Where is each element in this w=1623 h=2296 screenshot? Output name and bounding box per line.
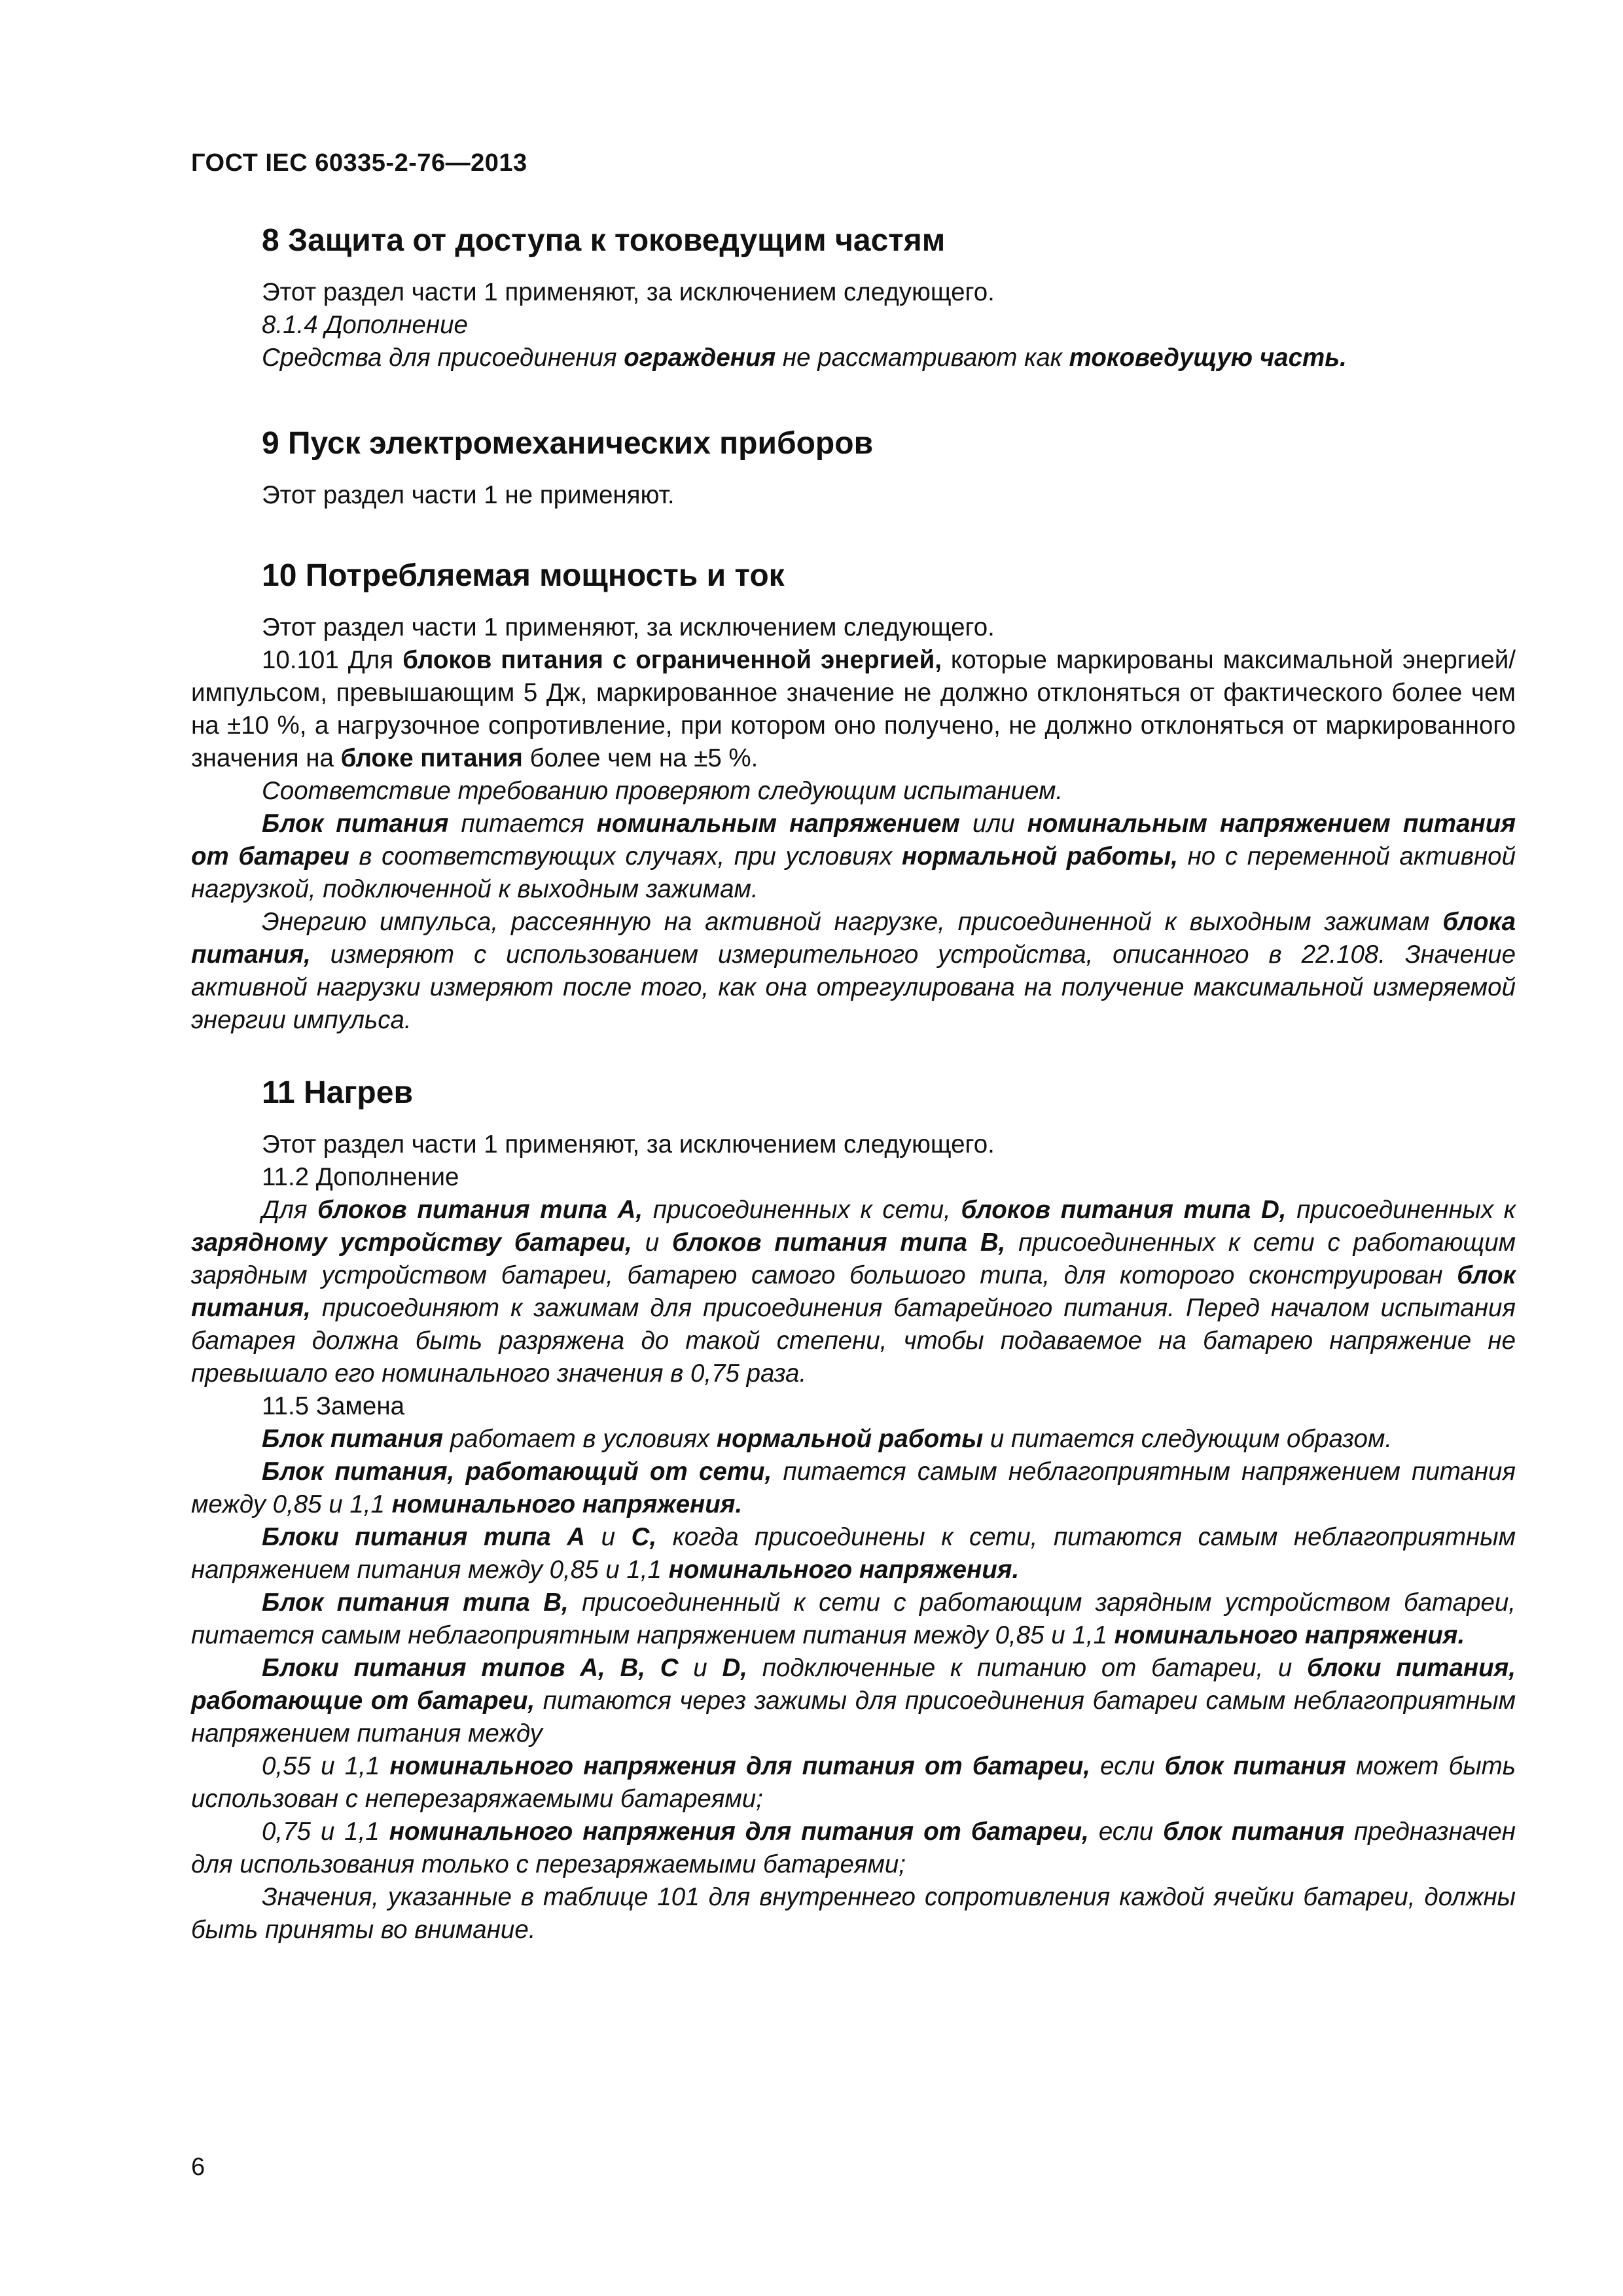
section-10-title: 10 Потребляемая мощность и ток xyxy=(262,558,785,593)
section-8 xyxy=(191,221,1516,374)
section-8-title: 8 Защита от доступа к токоведущим частям xyxy=(262,223,946,258)
section-9-title: 9 Пуск электромеханических приборов xyxy=(262,426,874,461)
clause-11-5-text-6: 0,55 и 1,1 номинального напряжения для питания от батареи, если блок питания может быть использован с неперезаряжаемыми батареями; xyxy=(191,1752,1516,1813)
clause-11-5-text-7: 0,75 и 1,1 номинального напряжения для питания от батареи, если блок питания предназначен для использования только с перезаряжаемыми батареями; xyxy=(191,1818,1516,1878)
section-8-intro: Этот раздел части 1 применяют, за исключением следующего. xyxy=(262,278,995,306)
section-11 xyxy=(191,1073,1516,1946)
clause-11-5-heading: 11.5 Замена xyxy=(262,1392,404,1420)
clause-8-1-4-heading: 8.1.4 Дополнение xyxy=(262,311,468,339)
pulse-energy-text: Энергию импульса, рассеянную на активной нагрузке, присоединенной к выходным зажимам блока питания, измеряют с использованием измерительного устройства, описанного в 22.108. Значение активной нагрузки измеряют после того, как она отрегулирована на получение максимальной измеряемой энергии импульса. xyxy=(191,908,1516,1034)
clause-11-5-text-8: Значения, указанные в таблице 101 для внутреннего сопротивления каждой ячейки батареи, должны быть приняты во внимание. xyxy=(191,1883,1516,1944)
compliance-check-text: Соответствие требованию проверяют следующим испытанием. xyxy=(262,777,1063,805)
clause-11-2-heading: 11.2 Дополнение xyxy=(262,1163,459,1191)
section-10-intro: Этот раздел части 1 применяют, за исключением следующего. xyxy=(262,613,995,641)
clause-11-5-text-2: Блок питания, работающий от сети, питается самым неблагоприятным напряжением питания между 0,85 и 1,1 номинального напряжения. xyxy=(191,1458,1516,1518)
clause-11-5-text-5: Блоки питания типов А, В, С и D, подключенные к питанию от батареи, и блоки питания, работающие от батареи, питаются через зажимы для присоединения батареи самым неблагоприятным напряжением питания между xyxy=(191,1654,1516,1748)
document-header: ГОСТ IEC 60335-2-76—2013 xyxy=(191,149,527,177)
clause-11-2-text: Для блоков питания типа А, присоединенных к сети, блоков питания типа D, присоединенных к зарядному устройству батареи, и блоков питания типа В, присоединенных к сети с работающим зарядным устройством батареи, батарею самого большого типа, для которого сконструирован блок питания, присоединяют к зажимам для присоединения батарейного питания. Перед началом испытания батарея должна быть разряжена до такой степени, чтобы подаваемое на батарею напряжение не превышало его номинального значения в 0,75 раза. xyxy=(191,1196,1516,1388)
section-11-title: 11 Нагрев xyxy=(262,1075,413,1110)
section-11-intro: Этот раздел части 1 применяют, за исключением следующего. xyxy=(262,1130,995,1158)
clause-8-1-4-text: Средства для присоединения ограждения не рассматривают как токоведущую часть. xyxy=(262,344,1347,372)
section-9 xyxy=(191,424,1516,512)
clause-11-5-text-1: Блок питания работает в условиях нормальной работы и питается следующим образом. xyxy=(262,1425,1393,1453)
section-9-intro: Этот раздел части 1 не применяют. xyxy=(262,481,675,509)
clause-11-5-text-3: Блоки питания типа А и С, когда присоединены к сети, питаются самым неблагоприятным напряжением питания между 0,85 и 1,1 номинального напряжения. xyxy=(191,1523,1516,1584)
test-conditions-text: Блок питания питается номинальным напряжением или номинальным напряжением питания от батареи в соответствующих случаях, при условиях нормальной работы, но с переменной активной нагрузкой, подключенной к выходным зажимам. xyxy=(191,810,1516,903)
clause-11-5-text-4: Блок питания типа В, присоединенный к сети с работающим зарядным устройством батареи, питается самым неблагоприятным напряжением питания между 0,85 и 1,1 номинального напряжения. xyxy=(191,1588,1516,1649)
page-number: 6 xyxy=(191,2153,205,2181)
section-10 xyxy=(191,556,1516,1037)
clause-10-101: 10.101 Для блоков питания с ограниченной энергией, которые маркированы максимальной энергией/импульсом, превышающим 5 Дж, маркированное значение не должно отклоняться от фактического более чем на ±10 %, а нагрузочное сопротивление, при котором оно получено, не должно отклоняться от маркированного значения на блоке питания более чем на ±5 %. xyxy=(191,646,1516,772)
